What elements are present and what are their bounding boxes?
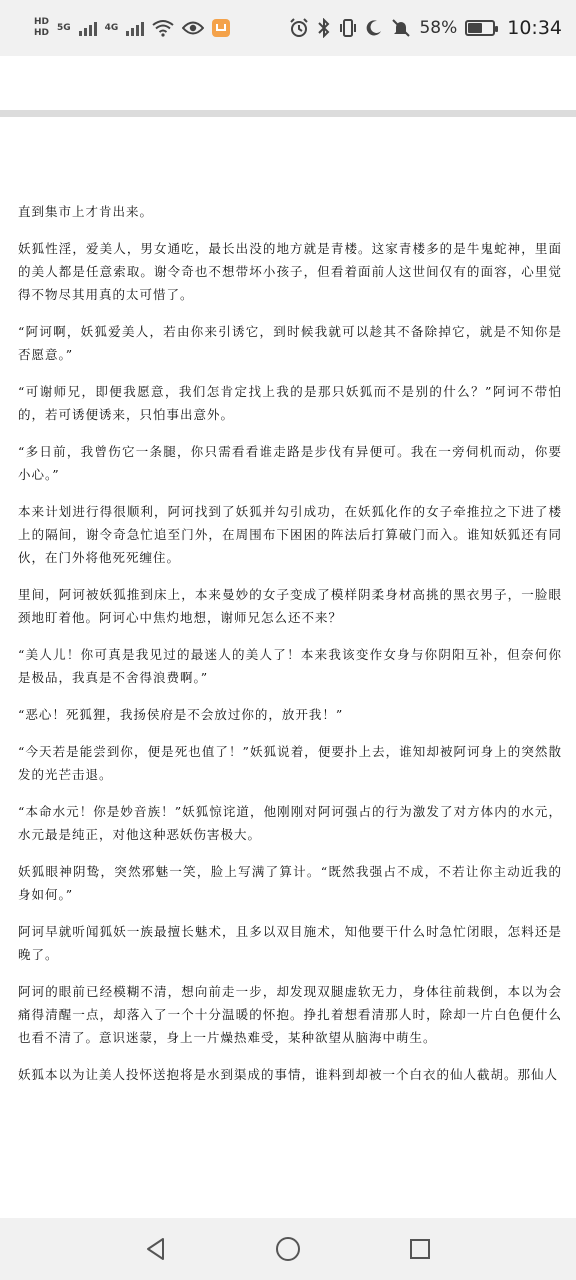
- hd-label-2: HD: [34, 28, 50, 38]
- article-paragraph: “本命水元！你是妙音族！”妖狐惊诧道，他刚刚对阿诃强占的行为激发了对方体内的水元，水元最是纯正，对他这种恶妖伤害极大。: [18, 804, 562, 842]
- back-icon: [143, 1236, 169, 1262]
- battery-icon: [465, 20, 495, 36]
- article-paragraph: “多日前，我曾伤它一条腿，你只需看看谁走路是步伐有异便可。我在一旁伺机而动，你要小心。”: [18, 444, 562, 482]
- alarm-icon: [289, 18, 309, 38]
- bluetooth-icon: [317, 18, 331, 38]
- home-button[interactable]: [268, 1229, 308, 1269]
- eye-icon: [182, 20, 204, 36]
- status-bar: [0, 0, 576, 56]
- article-paragraph: “可谢师兄，即便我愿意，我们怎肯定找上我的是那只妖狐而不是别的什么？”阿诃不带怕的，若可诱便诱来，只怕事出意外。: [18, 384, 562, 422]
- app-notification-icon: [212, 19, 230, 37]
- signal-icon: [126, 20, 144, 36]
- header-divider: [0, 110, 576, 117]
- app-header-area: [0, 56, 576, 112]
- article-paragraph: 阿诃的眼前已经模糊不清，想向前走一步，却发现双腿虚软无力，身体往前栽倒，本以为会痛得清醒一点，却落入了一个十分温暖的怀抱。挣扎着想看清那人时，除却一片白色便什么也看不清了。意识迷蒙，身上一片燥热难受，某种欲望从脑海中萌生。: [18, 984, 562, 1045]
- article-paragraph: 妖狐性淫，爱美人，男女通吃，最长出没的地方就是青楼。这家青楼多的是牛鬼蛇神，里面的美人都是任意索取。谢令奇也不想带坏小孩子，但看着面前人这世间仅有的面容，心里觉得不物尽其用真的太可惜了。: [18, 241, 562, 302]
- back-button[interactable]: [136, 1229, 176, 1269]
- hd-label-1: HD: [34, 17, 50, 27]
- article-paragraph: “今天若是能尝到你，便是死也值了！”妖狐说着，便要扑上去，谁知却被阿诃身上的突然散发的光芒击退。: [18, 744, 562, 782]
- mute-icon: [391, 18, 411, 38]
- article-paragraph: “阿诃啊，妖狐爱美人，若由你来引诱它，到时候我就可以趁其不备除掉它，就是不知你是否愿意。”: [18, 324, 562, 362]
- hd-indicator: [34, 18, 49, 38]
- home-icon: [274, 1235, 302, 1263]
- article-paragraph: 本来计划进行得很顺利，阿诃找到了妖狐并勾引成功，在妖狐化作的女子牵推拉之下进了楼上的隔间，谢令奇急忙追至门外，在周围布下困困的阵法后打算破门而入。谁知妖狐还有同伙，在门外将他死死缠住。: [18, 504, 562, 565]
- battery-percent: 58%: [419, 18, 458, 38]
- article-body[interactable]: [18, 200, 562, 1100]
- recents-icon: [408, 1237, 432, 1261]
- article-paragraph: 里间，阿诃被妖狐推到床上，本来曼妙的女子变成了模样阴柔身材高挑的黑衣男子，一脸眼颈地盯着他。阿诃心中焦灼地想，谢师兄怎么还不来？: [18, 587, 562, 625]
- article-paragraph: 妖狐本以为让美人投怀送抱将是水到渠成的事情，谁料到却被一个白衣的仙人截胡。那仙人: [18, 1067, 559, 1082]
- recents-button[interactable]: [400, 1229, 440, 1269]
- article-paragraph: “美人儿！你可真是我见过的最迷人的美人了！本来我该变作女身与你阴阳互补，但奈何你是极品，我真是不舍得浪费啊。”: [18, 647, 562, 685]
- network-gen-1: 5G: [57, 22, 71, 33]
- moon-icon: [365, 19, 383, 37]
- article-paragraph: 直到集市上才肯出来。: [18, 204, 154, 219]
- vibrate-icon: [339, 18, 357, 38]
- status-left-group: [34, 18, 230, 38]
- status-right-group: [289, 17, 562, 39]
- article-paragraph: “恶心！死狐狸，我扬侯府是不会放过你的，放开我！”: [18, 707, 344, 722]
- article-paragraph: 阿诃早就听闻狐妖一族最擅长魅术，且多以双目施术，知他要干什么时急忙闭眼，怎料还是晚了。: [18, 924, 562, 962]
- signal-icon: [79, 20, 97, 36]
- article-paragraph: 妖狐眼神阴鸷，突然邪魅一笑，脸上写满了算计。“既然我强占不成，不若让你主动近我的身如何。”: [18, 864, 562, 902]
- clock: 10:34: [507, 17, 562, 39]
- network-gen-2: 4G: [104, 22, 119, 33]
- system-nav-bar: [0, 1218, 576, 1280]
- wifi-icon: [152, 19, 174, 37]
- battery-fill: [468, 23, 482, 33]
